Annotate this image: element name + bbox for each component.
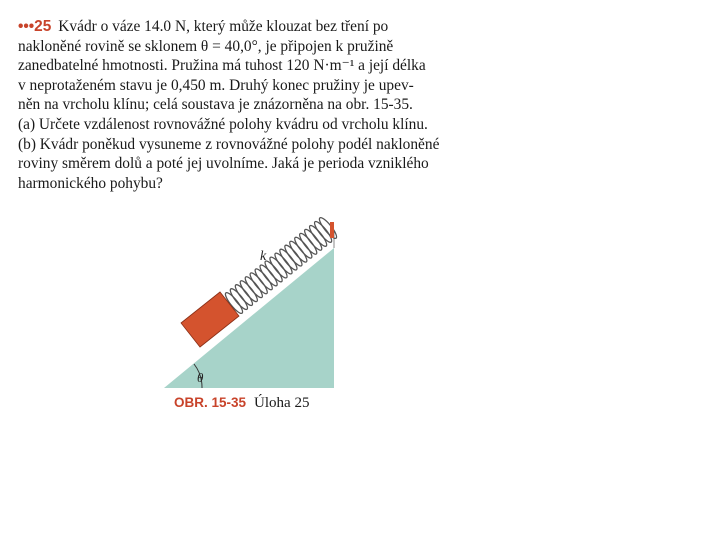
spring-coil xyxy=(258,263,280,288)
problem-line-1 xyxy=(18,17,488,37)
problem-line-3: zanedbatelné hmotnosti. Pružina má tuhost 120 N·m⁻¹ a její délka xyxy=(18,57,426,75)
spring-coil xyxy=(243,275,265,300)
spring-coil xyxy=(297,231,319,256)
problem-number: •••25 xyxy=(18,18,52,35)
problem-line-9: harmonického pohybu? xyxy=(18,174,163,192)
incline-figure xyxy=(150,208,350,408)
spring-coil xyxy=(307,224,329,249)
problem-line-2: nakloněné rovině se sklonem θ = 40,0°, je připojen k pružině xyxy=(18,37,394,55)
problem-line-1-text: Kvádr o váze 14.0 N, který může klouzat bez tření po xyxy=(58,18,389,35)
spring-coil xyxy=(287,239,309,264)
spring-coil xyxy=(283,243,305,268)
angle-label: θ xyxy=(197,370,204,385)
spring-coil xyxy=(278,247,300,272)
problem-text xyxy=(18,17,488,193)
problem-line-6: (a) Určete vzdálenost rovnovážné polohy kvádru od vrcholu klínu. xyxy=(18,115,428,133)
spring-label: k xyxy=(260,249,267,264)
spring-coil xyxy=(302,227,324,252)
spring-coil xyxy=(233,283,255,308)
figure-caption-text: Úloha 25 xyxy=(254,395,310,411)
spring-mount xyxy=(330,222,334,238)
spring-coil xyxy=(248,271,270,296)
figure-number: OBR. 15-35 xyxy=(174,395,247,410)
spring-coil xyxy=(317,216,339,241)
problem-line-7: (b) Kvádr poněkud vysuneme z rovnovážné polohy podél nakloněné xyxy=(18,135,440,153)
problem-line-8: roviny směrem dolů a poté jej uvolníme. Jaká je perioda vzniklého xyxy=(18,155,429,173)
incline-diagram xyxy=(150,208,350,408)
problem-line-5: něn na vrcholu klínu; celá soustava je znázorněna na obr. 15-35. xyxy=(18,96,413,114)
spring-coil xyxy=(253,267,275,292)
spring-coil xyxy=(268,255,290,280)
spring-coil xyxy=(273,251,295,276)
figure-caption xyxy=(174,395,309,412)
spring-coil xyxy=(238,279,260,304)
spring-coil xyxy=(292,235,314,260)
problem-line-4: v neprotaženém stavu je 0,450 m. Druhý konec pružiny je upev- xyxy=(18,76,414,94)
